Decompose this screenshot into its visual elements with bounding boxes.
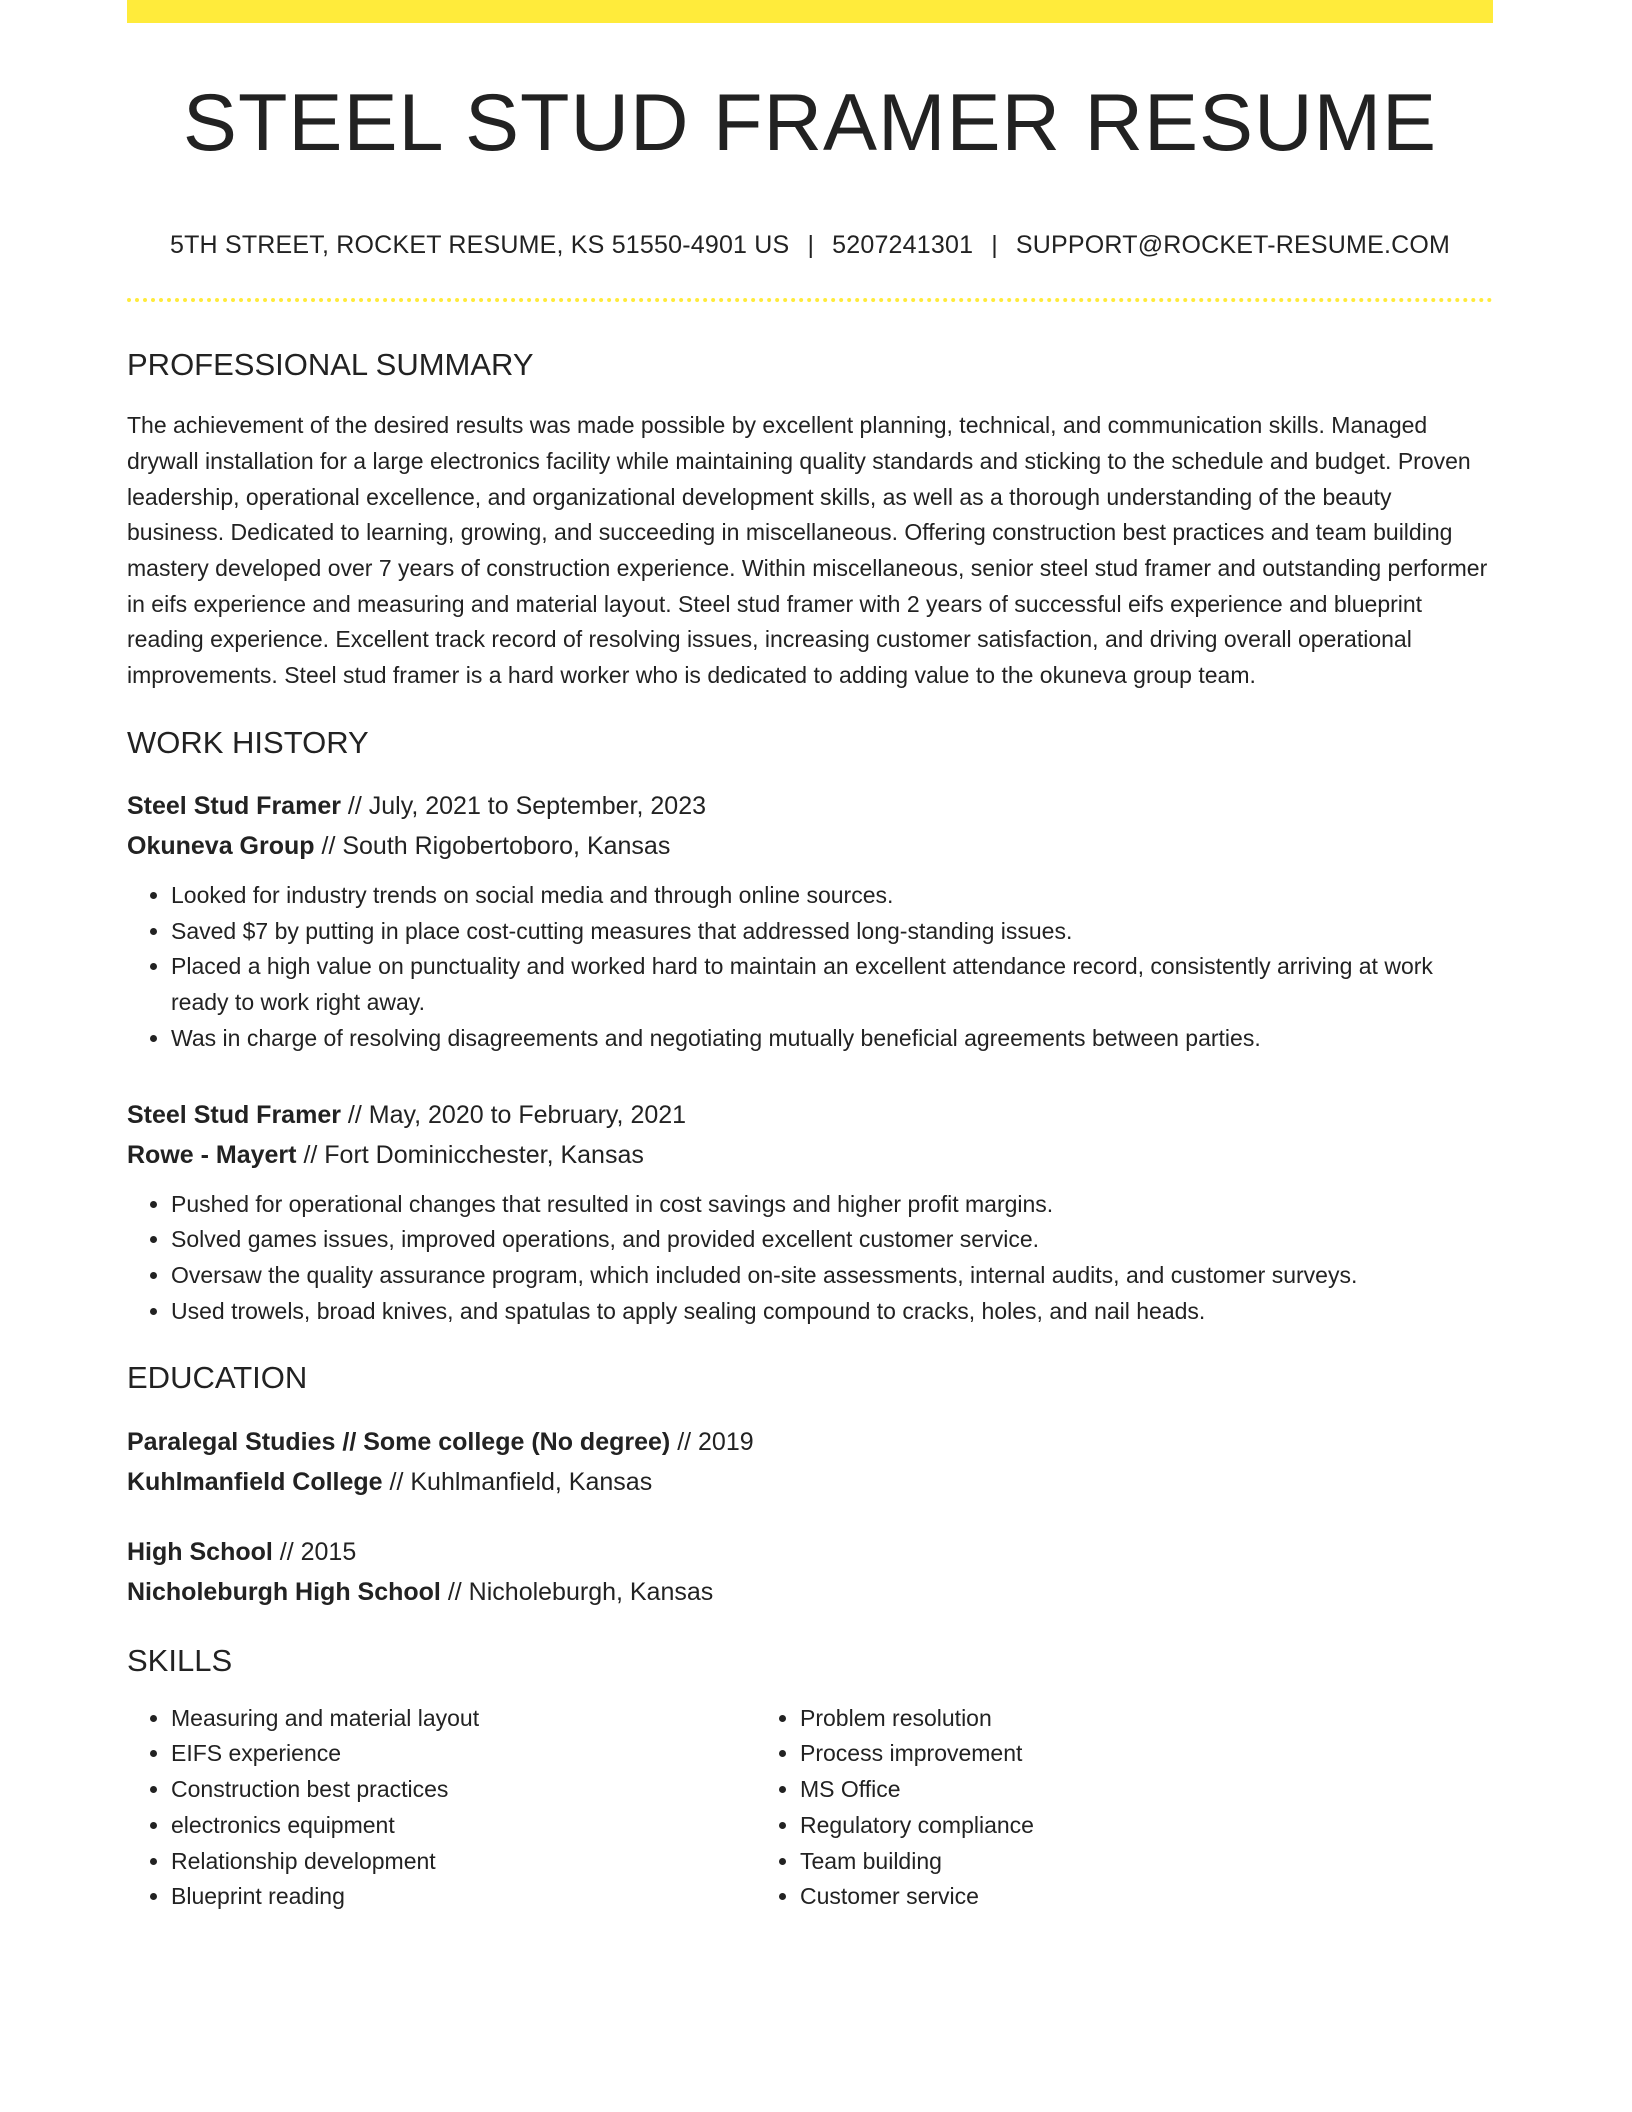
- education-degree-line: [127, 1422, 1493, 1462]
- contact-line: [127, 230, 1493, 260]
- dotted-divider: [127, 298, 1493, 302]
- education-year: // 2019: [677, 1427, 754, 1456]
- skill-item: • Regulatory compliance: [800, 1808, 1385, 1844]
- education-degree: High School: [127, 1537, 273, 1566]
- education-location: // Kuhlmanfield, Kansas: [389, 1467, 653, 1496]
- job-title-line: [127, 1095, 1493, 1135]
- education-degree: Paralegal Studies // Some college (No degree): [127, 1427, 671, 1456]
- education-degree-line: [127, 1532, 1493, 1572]
- education-year: // 2015: [279, 1537, 357, 1566]
- education-school: Nicholeburgh High School: [127, 1577, 441, 1606]
- skill-item: • EIFS experience: [171, 1736, 756, 1772]
- list-item: • Oversaw the quality assurance program, which included on-site assessments, internal audits, and customer surveys.: [171, 1258, 1493, 1294]
- education-school: Kuhlmanfield College: [127, 1467, 383, 1496]
- education-entry: [127, 1422, 1493, 1502]
- education-school-line: [127, 1462, 1493, 1502]
- list-item: • Placed a high value on punctuality and worked hard to maintain an excellent attendance record, consistently arriving at work ready to work right away.: [171, 949, 1493, 1020]
- section-heading-work: WORK HISTORY: [127, 724, 369, 760]
- skills-list-left: [127, 1701, 756, 1915]
- contact-phone: 5207241301: [832, 231, 974, 259]
- list-item: • Looked for industry trends on social media and through online sources.: [171, 878, 1493, 914]
- job-company: Rowe - Mayert: [127, 1140, 297, 1169]
- contact-separator: |: [991, 231, 998, 259]
- summary-text: The achievement of the desired results was made possible by excellent planning, technical, and communication skills. Managed drywall installation for a large electronics facility while maintaining quality standards and sticking to the schedule and budget. Proven leadership, operational excellence, and organizational development skills, as well as a thorough understanding of the beauty business. Dedicated to learning, growing, and succeeding in miscellaneous. Offering construction best practices and team building mastery developed over 7 years of construction experience. Within miscellaneous, senior steel stud framer and outstanding performer in eifs experience and measuring and material layout. Steel stud framer with 2 years of successful eifs experience and blueprint reading experience. Excellent track record of resolving issues, increasing customer satisfaction, and driving overall operational improvements. Steel stud framer is a hard worker who is dedicated to adding value to the okuneva group team.: [127, 412, 1488, 689]
- list-item: • Was in charge of resolving disagreements and negotiating mutually beneficial agreements between parties.: [171, 1021, 1493, 1057]
- skill-item: • Process improvement: [800, 1736, 1385, 1772]
- job-company-line: [127, 826, 1493, 866]
- job-bullets: [127, 1187, 1493, 1330]
- contact-separator: |: [807, 231, 815, 259]
- list-item: • Solved games issues, improved operations, and provided excellent customer service.: [171, 1222, 1493, 1258]
- skill-item: • electronics equipment: [171, 1808, 756, 1844]
- job-company-line: [127, 1135, 1493, 1175]
- job-entry: [127, 786, 1493, 1057]
- job-dates: // July, 2021 to September, 2023: [347, 792, 707, 820]
- list-item: • Used trowels, broad knives, and spatulas to apply sealing compound to cracks, holes, and nail heads.: [171, 1294, 1493, 1330]
- contact-email: SUPPORT@ROCKET-RESUME.COM: [1015, 231, 1451, 259]
- skill-item: • Relationship development: [171, 1844, 756, 1880]
- job-location: // South Rigobertoboro, Kansas: [321, 832, 671, 860]
- job-location: // Fort Dominicchester, Kansas: [303, 1140, 644, 1169]
- contact-address: 5TH STREET, ROCKET RESUME, KS 51550-4901 US: [169, 231, 790, 259]
- section-heading-skills: SKILLS: [127, 1642, 233, 1678]
- job-entry: [127, 1095, 1493, 1330]
- education-entry: [127, 1532, 1493, 1612]
- skill-item: • Construction best practices: [171, 1772, 756, 1808]
- section-heading-education: EDUCATION: [127, 1360, 308, 1396]
- resume-page: [127, 0, 1493, 1915]
- skill-item: • Team building: [800, 1844, 1385, 1880]
- skill-item: • Customer service: [800, 1879, 1385, 1915]
- job-title-line: [127, 786, 1493, 826]
- skill-item: • MS Office: [800, 1772, 1385, 1808]
- skill-item: • Blueprint reading: [171, 1879, 756, 1915]
- skill-item: • Problem resolution: [800, 1701, 1385, 1737]
- job-title: Steel Stud Framer: [127, 1100, 341, 1129]
- job-dates: // May, 2020 to February, 2021: [347, 1100, 687, 1129]
- resume-title: STEEL STUD FRAMER RESUME: [182, 78, 1438, 168]
- job-title: Steel Stud Framer: [127, 792, 341, 820]
- job-bullets: [127, 878, 1493, 1057]
- skills-columns: [127, 1701, 1493, 1915]
- section-heading-summary: PROFESSIONAL SUMMARY: [127, 347, 534, 382]
- list-item: • Saved $7 by putting in place cost-cutting measures that addressed long-standing issues.: [171, 914, 1493, 950]
- list-item: • Pushed for operational changes that resulted in cost savings and higher profit margins.: [171, 1187, 1493, 1223]
- skills-list-right: [756, 1701, 1385, 1915]
- education-school-line: [127, 1572, 1493, 1612]
- education-location: // Nicholeburgh, Kansas: [447, 1577, 714, 1606]
- job-company: Okuneva Group: [127, 832, 315, 860]
- skill-item: • Measuring and material layout: [171, 1701, 756, 1737]
- top-accent-bar: [127, 0, 1493, 23]
